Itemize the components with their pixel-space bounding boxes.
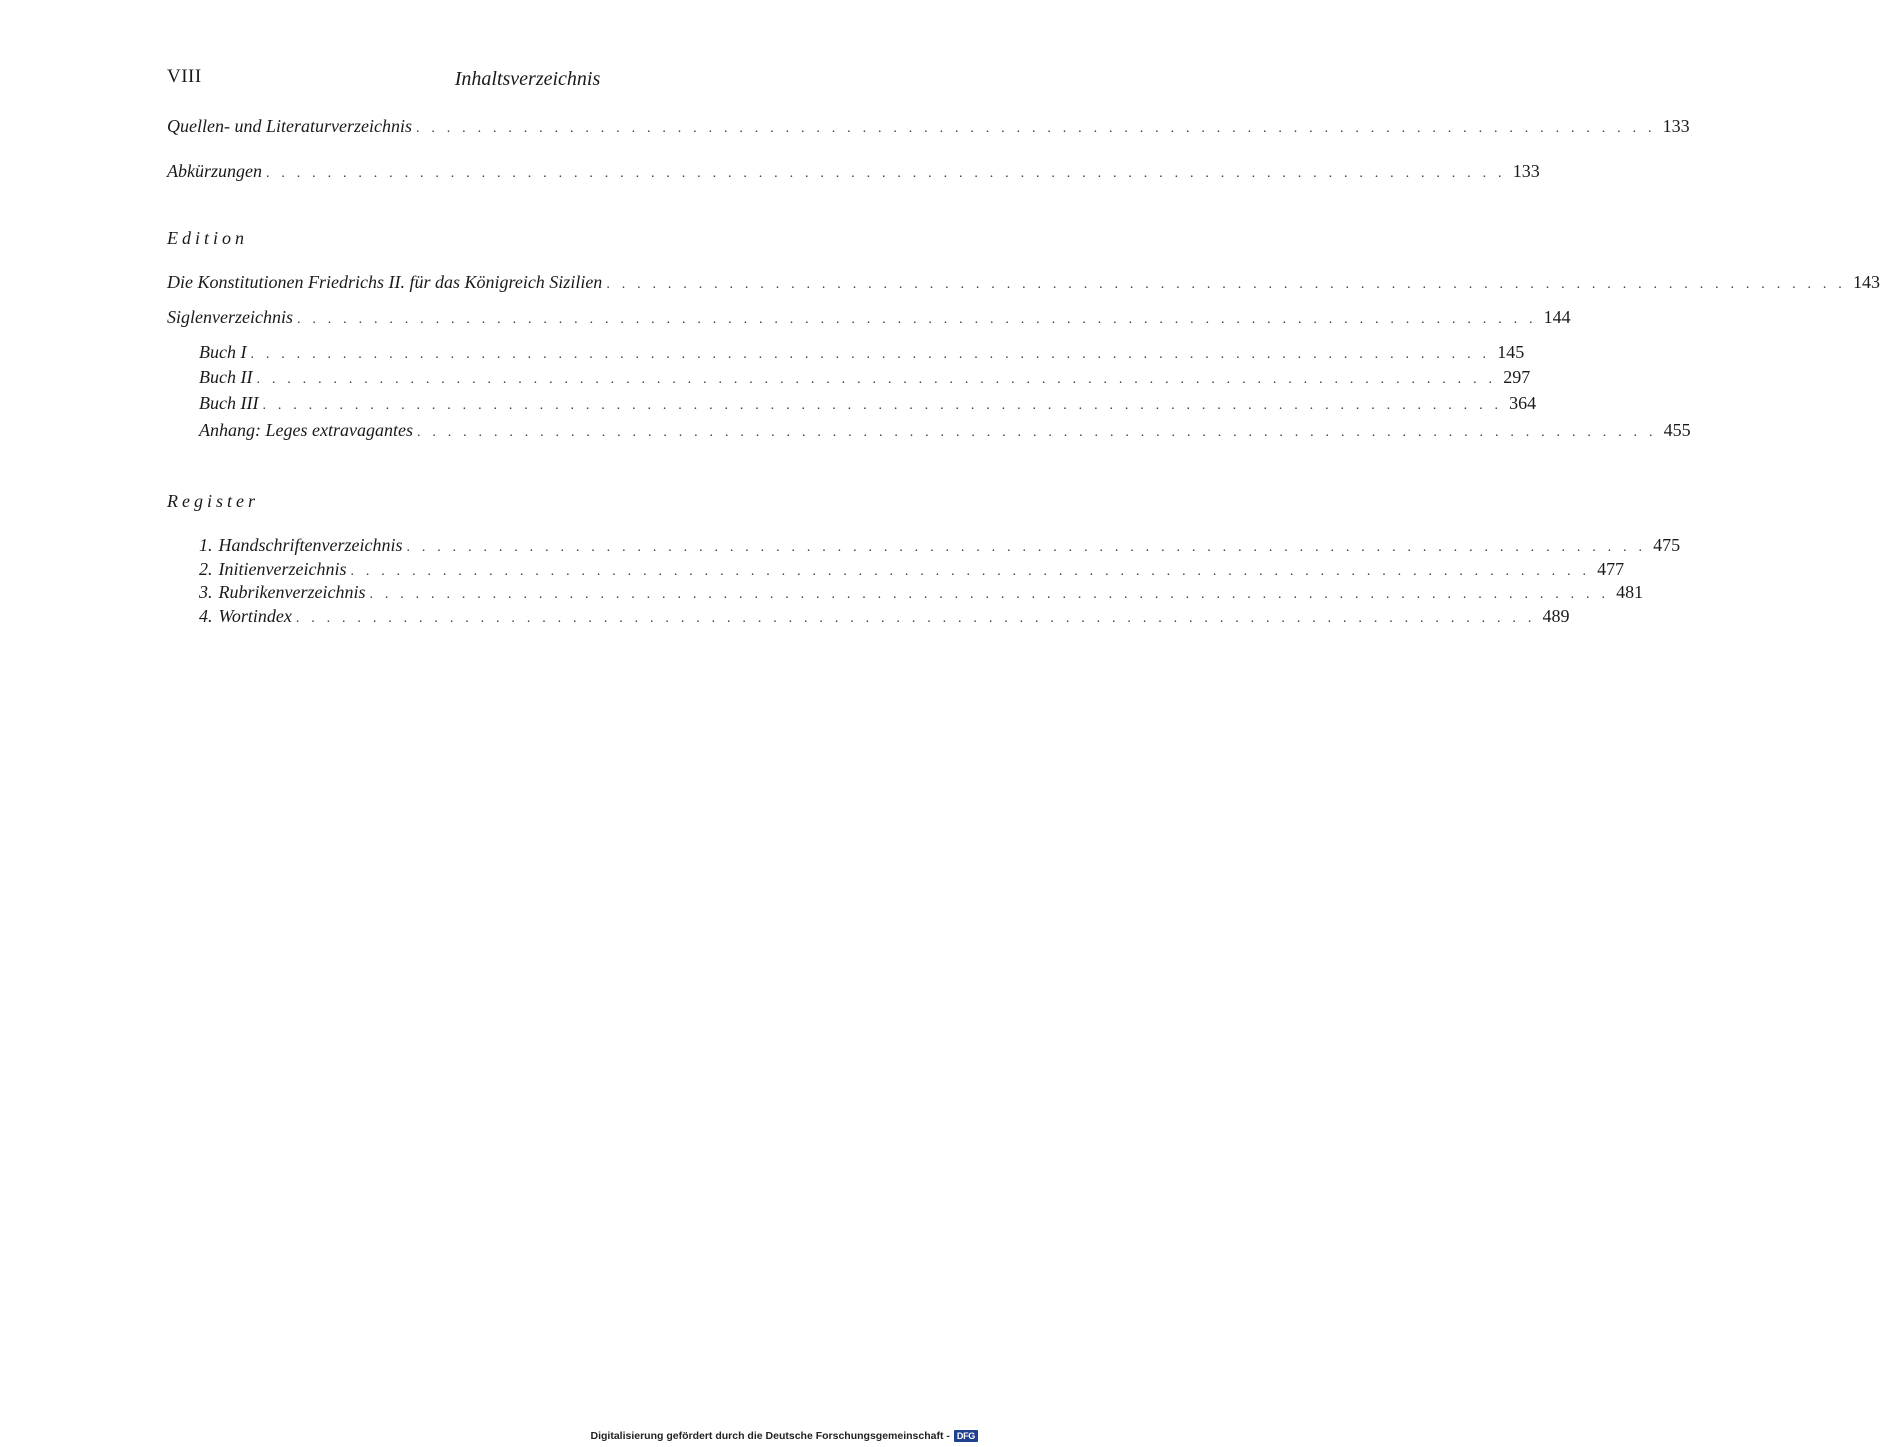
dot-leader: . . . . . . . . . . . . . . . . . . . . . . . . . . . . . . . . . . . . . . . . . . . . . . . . . . . . . . . . . . . . . . . . . . . . . . . . . . . . . . . . . — [406, 540, 1647, 555]
page-number: VIII — [167, 66, 202, 87]
toc-register-entry-4[interactable] — [199, 606, 1570, 630]
toc-entry-label: Handschriftenverzeichnis — [218, 535, 403, 555]
toc-entry-page: 145 — [1497, 342, 1525, 362]
toc-subentry-buch-2[interactable] — [199, 367, 1531, 391]
toc-subentry-anhang[interactable] — [199, 420, 1691, 444]
dot-leader: . . . . . . . . . . . . . . . . . . . . . . . . . . . . . . . . . . . . . . . . . . . . . . . . . . . . . . . . . . . . . . . . . . . . . . . . . . . . . . . . . — [606, 277, 1847, 292]
toc-entry-page: 481 — [1616, 582, 1644, 602]
toc-entry-number: 3. — [199, 582, 213, 602]
toc-entry-page: 489 — [1542, 606, 1570, 626]
dot-leader: . . . . . . . . . . . . . . . . . . . . . . . . . . . . . . . . . . . . . . . . . . . . . . . . . . . . . . . . . . . . . . . . . . . . . . . . . . . . . . . . . — [295, 611, 1536, 626]
toc-entry-page: 477 — [1597, 559, 1625, 579]
toc-entry-page: 143 — [1853, 272, 1880, 292]
toc-entry-label: Buch I — [199, 342, 247, 362]
footer-text: Digitalisierung gefördert durch die Deutsche Forschungsgemeinschaft - — [590, 1430, 950, 1442]
toc-entry-label: Initienverzeichnis — [218, 559, 347, 579]
toc-entry-label: Buch II — [199, 367, 253, 387]
toc-entry-page: 133 — [1512, 161, 1540, 181]
toc-register-entry-3[interactable] — [199, 582, 1644, 606]
section-heading-register: Register — [167, 491, 259, 511]
toc-register-entry-1[interactable] — [199, 535, 1681, 559]
digitization-footer — [591, 1430, 979, 1442]
dot-leader: . . . . . . . . . . . . . . . . . . . . . . . . . . . . . . . . . . . . . . . . . . . . . . . . . . . . . . . . . . . . . . . . . . . . . . . . . . . . . . . . . — [350, 564, 1591, 579]
toc-entry-label: Buch III — [199, 393, 259, 413]
dot-leader: . . . . . . . . . . . . . . . . . . . . . . . . . . . . . . . . . . . . . . . . . . . . . . . . . . . . . . . . . . . . . . . . . . . . . . . . . . . . . . . . . — [415, 121, 1656, 136]
toc-entry-page: 133 — [1662, 116, 1690, 136]
dot-leader: . . . . . . . . . . . . . . . . . . . . . . . . . . . . . . . . . . . . . . . . . . . . . . . . . . . . . . . . . . . . . . . . . . . . . . . . . . . . . . . . . — [369, 587, 1610, 602]
toc-entry-siglenverzeichnis[interactable] — [167, 307, 1571, 331]
dfg-logo: DFG — [954, 1430, 978, 1442]
dot-leader: . . . . . . . . . . . . . . . . . . . . . . . . . . . . . . . . . . . . . . . . . . . . . . . . . . . . . . . . . . . . . . . . . . . . . . . . . . . . . . . . . — [262, 398, 1503, 413]
toc-entry-label: Wortindex — [218, 606, 292, 626]
toc-entry-label: Die Konstitutionen Friedrichs II. für das Königreich Sizilien — [167, 272, 603, 292]
toc-entry-label: Abkürzungen — [167, 161, 262, 181]
toc-subentry-buch-3[interactable] — [199, 393, 1537, 417]
toc-entry-konstitutionen[interactable] — [167, 272, 1880, 296]
toc-register-entry-2[interactable] — [199, 559, 1625, 583]
toc-entry-label: Anhang: Leges extravagantes — [199, 420, 413, 440]
toc-entry-label: Rubrikenverzeichnis — [218, 582, 366, 602]
toc-entry-number: 1. — [199, 535, 213, 555]
toc-entry-page: 297 — [1503, 367, 1531, 387]
toc-entry-number: 2. — [199, 559, 213, 579]
toc-entry-label: Quellen- und Literaturverzeichnis — [167, 116, 412, 136]
dot-leader: . . . . . . . . . . . . . . . . . . . . . . . . . . . . . . . . . . . . . . . . . . . . . . . . . . . . . . . . . . . . . . . . . . . . . . . . . . . . . . . . . — [250, 347, 1491, 362]
toc-entry-quellen[interactable] — [167, 116, 1690, 140]
section-heading-edition: Edition — [167, 228, 248, 248]
toc-entry-page: 364 — [1509, 393, 1537, 413]
dot-leader: . . . . . . . . . . . . . . . . . . . . . . . . . . . . . . . . . . . . . . . . . . . . . . . . . . . . . . . . . . . . . . . . . . . . . . . . . . . . . . . . . — [296, 312, 1537, 327]
toc-entry-page: 475 — [1653, 535, 1681, 555]
dot-leader: . . . . . . . . . . . . . . . . . . . . . . . . . . . . . . . . . . . . . . . . . . . . . . . . . . . . . . . . . . . . . . . . . . . . . . . . . . . . . . . . . — [265, 166, 1506, 181]
dot-leader: . . . . . . . . . . . . . . . . . . . . . . . . . . . . . . . . . . . . . . . . . . . . . . . . . . . . . . . . . . . . . . . . . . . . . . . . . . . . . . . . . — [416, 425, 1657, 440]
toc-subentry-buch-1[interactable] — [199, 342, 1525, 366]
dot-leader: . . . . . . . . . . . . . . . . . . . . . . . . . . . . . . . . . . . . . . . . . . . . . . . . . . . . . . . . . . . . . . . . . . . . . . . . . . . . . . . . . — [256, 372, 1497, 387]
toc-entry-number: 4. — [199, 606, 213, 626]
toc-entry-page: 455 — [1663, 420, 1691, 440]
page-title: Inhaltsverzeichnis — [454, 68, 601, 90]
toc-entry-abkuerzungen[interactable] — [167, 161, 1540, 185]
toc-entry-page: 144 — [1543, 307, 1571, 327]
toc-entry-label: Siglenverzeichnis — [167, 307, 293, 327]
